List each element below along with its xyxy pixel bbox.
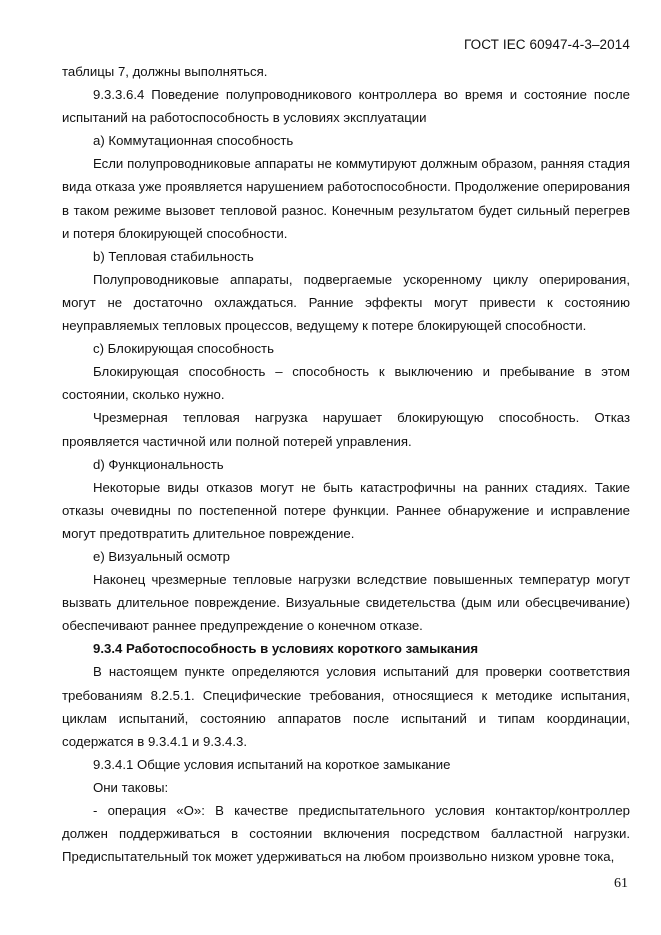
paragraph-thermal-stability: Полупроводниковые аппараты, подвергаемые ускоренному циклу оперирования, могут не достаточно охлаждаться. Ранние эффекты могут привести к состоянию неуправляемых тепловых процессов, ведущему к потере блокирующей способности. <box>62 271 630 334</box>
section-heading-9-3-4: 9.3.4 Работоспособность в условиях короткого замыкания <box>93 641 479 657</box>
subheading-e-visual-inspection: e) Визуальный осмотр <box>93 548 231 564</box>
paragraph-visual-inspection: Наконец чрезмерные тепловые нагрузки вследствие повышенных температур могут вызвать длительное повреждение. Визуальные свидетельства (дым или обесцвечивание) обеспечивают раннее предупреждение о конечном отказе. <box>62 572 630 634</box>
subheading-d-functionality: d) Функциональность <box>93 456 224 472</box>
page-number: 61 <box>614 876 628 891</box>
paragraph-continuation: таблицы 7, должны выполняться. <box>62 64 268 79</box>
paragraph-thermal-load: Чрезмерная тепловая нагрузка нарушает блокирующую способность. Отказ проявляется частичной или полной потерей управления. <box>62 410 630 449</box>
subheading-9-3-4-1: 9.3.4.1 Общие условия испытаний на короткое замыкание <box>93 756 451 772</box>
paragraph-operation-o: - операция «О»: В качестве предиспытательного условия контактор/контроллер должен поддерживаться в состоянии включения посредством балластной нагрузки. Предиспытательный ток может удерживаться на любом произвольно низком уровне тока, <box>62 803 630 865</box>
paragraph-short-circuit-intro: В настоящем пункте определяются условия испытаний для проверки соответствия требованиям 8.2.5.1. Специфические требования, относящиеся к методике испытания, циклам испытаний, состоянию аппаратов после испытаний и типам координации, содержатся в 9.3.4.1 и 9.3.4.3. <box>62 664 630 749</box>
paragraph-they-are: Они таковы: <box>93 779 169 795</box>
paragraph-switching-capacity: Если полупроводниковые аппараты не коммутируют должным образом, ранняя стадия вида отказа уже проявляется нарушением работоспособности. Продолжение оперирования в таком режиме вызовет тепловой разнос. Конечным результатом будет сильный перегрев и потеря блокирующей способности. <box>62 156 630 241</box>
subheading-c-blocking-capability: c) Блокирующая способность <box>93 341 274 357</box>
document-body <box>62 60 630 868</box>
subheading-b-thermal-stability: b) Тепловая стабильность <box>93 248 254 264</box>
document-header: ГОСТ IEC 60947-4-3–2014 <box>464 37 630 52</box>
subheading-a-switching-capacity: a) Коммутационная способность <box>93 133 294 149</box>
paragraph-clause-9-3-3-6-4: 9.3.3.6.4 Поведение полупроводникового контроллера во время и состояние после испытаний на работоспособность в условиях эксплуатации <box>62 87 630 126</box>
paragraph-functionality: Некоторые виды отказов могут не быть катастрофичны на ранних стадиях. Такие отказы очевидны по постепенной потере функции. Раннее обнаружение и исправление могут предотвратить длительное повреждение. <box>62 479 630 541</box>
paragraph-blocking-definition: Блокирующая способность – способность к выключению и пребывание в этом состоянии, сколько нужно. <box>62 364 630 403</box>
